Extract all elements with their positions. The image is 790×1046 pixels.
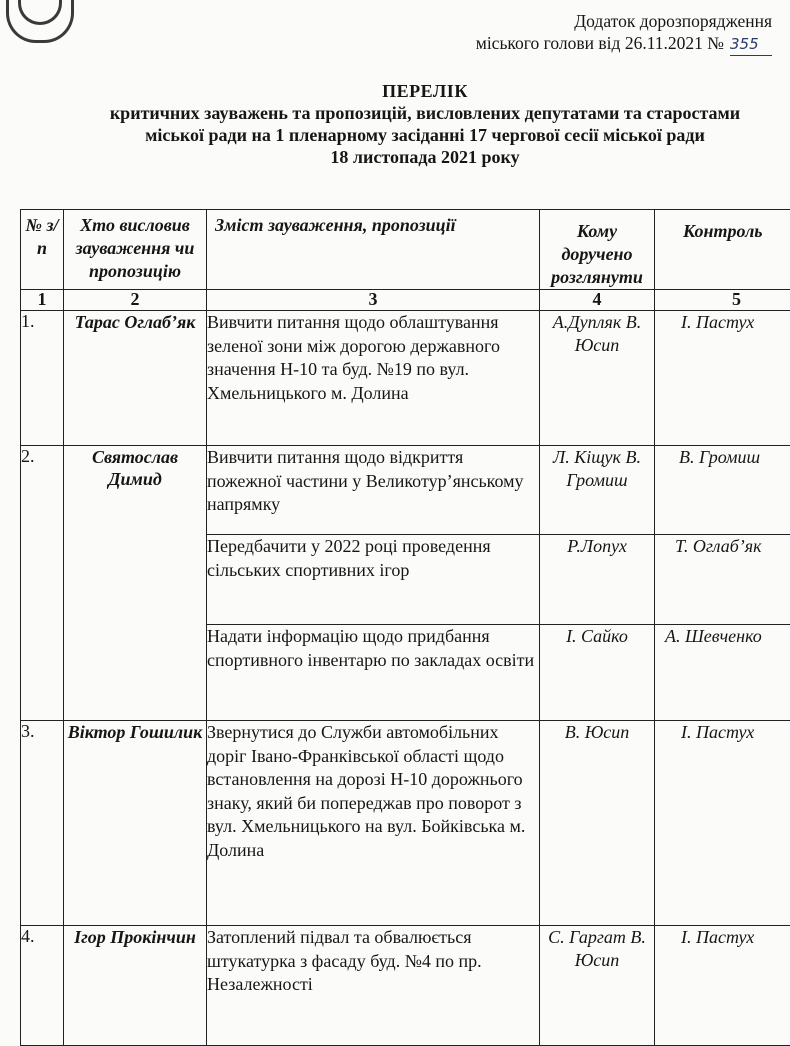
speaker-name: Віктор Гошилик [64, 721, 207, 926]
column-number: 2 [64, 290, 207, 311]
paperclip-icon [6, 0, 74, 43]
remark-content: Затоплений підвал та обвалюється штукатурка з фасаду буд. №4 по пр. Незалежності [207, 926, 540, 1046]
assigned-to: В. Юсип [540, 721, 655, 926]
remark-content: Надати інформацію щодо придбання спортивного інвентарю по закладах освіти [207, 625, 540, 721]
header-control: Контроль [655, 210, 790, 290]
order-number: 355 [730, 33, 772, 56]
remarks-table [20, 209, 790, 1046]
column-number-row [21, 290, 790, 311]
remark-content: Звернутися до Служби автомобільних доріг Івано-Франківської області щодо встановлення на дорозі Н-10 дорожнього знаку, який би попереджав про поворот з вул. Хмельницького на вул. Бойківська м. Долина [207, 721, 540, 926]
speaker-name: Святослав Димид [64, 446, 207, 721]
header-who: Хто висловив зауваження чи пропозицію [64, 210, 207, 290]
row-number: 1. [21, 311, 64, 446]
speaker-name: Ігор Прокінчин [64, 926, 207, 1046]
table-row [21, 721, 790, 926]
row-number: 4. [21, 926, 64, 1046]
table-row [21, 446, 790, 535]
column-number: 5 [655, 290, 790, 311]
assigned-to: Л. Кіщук В. Громиш [540, 446, 655, 535]
title-heading: ПЕРЕЛІК [60, 80, 790, 102]
assigned-to: Р.Лопух [540, 535, 655, 625]
assigned-to: І. Сайко [540, 625, 655, 721]
speaker-name: Тарас Оглаб’як [64, 311, 207, 446]
annex-line-2 [476, 32, 772, 56]
assigned-to: А.Дупляк В. Юсип [540, 311, 655, 446]
control-person: І. Пастух [655, 311, 790, 446]
remark-content: Передбачити у 2022 році проведення сільських спортивних ігор [207, 535, 540, 625]
control-person: І. Пастух [655, 926, 790, 1046]
header-content: Зміст зауваження, пропозиції [207, 210, 540, 290]
control-person: І. Пастух [655, 721, 790, 926]
row-number: 3. [21, 721, 64, 926]
control-person: А. Шевченко [655, 625, 790, 721]
control-person: В. Громиш [655, 446, 790, 535]
header-row [21, 210, 790, 290]
table-row [21, 926, 790, 1046]
column-number: 1 [21, 290, 64, 311]
header-assigned: Кому доручено розглянути [540, 210, 655, 290]
column-number: 4 [540, 290, 655, 311]
row-number: 2. [21, 446, 64, 721]
remark-content: Вивчити питання щодо відкриття пожежної частини у Великотур’янському напрямку [207, 446, 540, 535]
remark-content: Вивчити питання щодо облаштування зеленої зони між дорогою державного значення Н-10 та буд. №19 по вул. Хмельницького м. Долина [207, 311, 540, 446]
header-no: № з/ п [21, 210, 64, 290]
annex-note [476, 10, 772, 56]
annex-date: міського голови від 26.11.2021 № [476, 33, 724, 53]
column-number: 3 [207, 290, 540, 311]
title-line-1: критичних зауважень та пропозицій, висловлених депутатами та старостами [60, 102, 790, 124]
annex-line-1: Додаток дорозпорядження [476, 10, 772, 32]
title-line-2: міської ради на 1 пленарному засіданні 17 чергової сесії міської ради [60, 124, 790, 146]
table-row [21, 311, 790, 446]
title-line-3: 18 листопада 2021 року [60, 146, 790, 168]
control-person: Т. Оглаб’як [655, 535, 790, 625]
document-title [60, 80, 790, 168]
assigned-to: С. Гаргат В. Юсип [540, 926, 655, 1046]
